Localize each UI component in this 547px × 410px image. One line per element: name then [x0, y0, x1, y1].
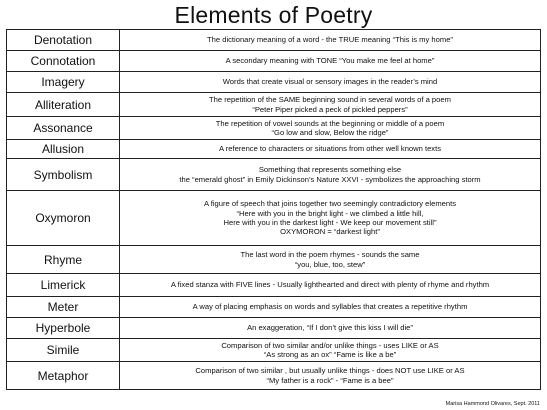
definition-cell — [120, 30, 541, 51]
table-row — [7, 297, 541, 318]
page-title: Elements of Poetry — [174, 2, 373, 28]
term-cell: Hyperbole — [7, 318, 120, 339]
table-row — [7, 362, 541, 390]
term-cell: Metaphor — [7, 362, 120, 390]
table-row — [7, 318, 541, 339]
table-row — [7, 72, 541, 93]
table-row — [7, 191, 541, 246]
definition-line: The repetition of the SAME beginning sound in several words of a poem — [209, 95, 451, 105]
definition-line: “As strong as an ox” “Fame is like a be” — [263, 350, 397, 359]
definition-line: The last word in the poem rhymes - sounds the same — [240, 250, 420, 260]
definition-line: OXYMORON = “darkest light” — [280, 227, 380, 237]
term-cell: Alliteration — [7, 93, 120, 117]
definition-line: Comparison of two similar and/or unlike things - uses LIKE or AS — [221, 340, 439, 350]
definition-line: Here with you in the darkest light - We keep our movement still” — [223, 218, 437, 227]
definition-line: A reference to characters or situations from other well known texts — [218, 144, 441, 154]
term-cell: Simile — [7, 339, 120, 362]
table-row — [7, 274, 541, 297]
definition-cell — [120, 140, 541, 159]
term-cell: Denotation — [7, 30, 120, 51]
definition-line: An exaggeration, “If I don’t give this kiss I will die” — [247, 323, 413, 333]
term-cell: Meter — [7, 297, 120, 318]
definition-cell — [120, 159, 541, 191]
definition-cell — [120, 246, 541, 274]
definition-line: “Peter Piper picked a peck of pickled peppers” — [252, 104, 408, 114]
table-row — [7, 140, 541, 159]
definition-line: A secondary meaning with TONE “You make me feel at home” — [225, 56, 435, 66]
definition-cell — [120, 339, 541, 362]
definition-line: A fixed stanza with FIVE lines - Usually lighthearted and direct with plenty of rhyme and rhythm — [170, 280, 490, 290]
definition-line: The repetition of vowel sounds at the beginning or middle of a poem — [215, 118, 445, 128]
term-cell: Limerick — [7, 274, 120, 297]
definition-cell — [120, 72, 541, 93]
definition-cell — [120, 297, 541, 318]
term-cell: Allusion — [7, 140, 120, 159]
definition-line: “Go low and slow, Below the ridge” — [271, 128, 389, 137]
definition-line: “Here with you in the bright light - we climbed a little hill, — [236, 208, 424, 218]
definition-cell — [120, 362, 541, 390]
definition-cell — [120, 117, 541, 140]
definition-cell — [120, 51, 541, 72]
term-cell: Connotation — [7, 51, 120, 72]
definition-cell — [120, 191, 541, 246]
table-row — [7, 339, 541, 362]
table-row — [7, 117, 541, 140]
terms-table — [6, 29, 541, 390]
term-cell: Oxymoron — [7, 191, 120, 246]
definition-line: A figure of speech that joins together two seemingly contradictory elements — [204, 199, 456, 209]
definition-line: “you, blue, too, stew” — [294, 259, 366, 269]
term-cell: Assonance — [7, 117, 120, 140]
definition-line: the “emerald ghost” in Emily Dickinson’s Nature XXVI - symbolizes the approaching storm — [179, 174, 481, 184]
definition-line: A way of placing emphasis on words and syllables that creates a repetitive rhythm — [192, 302, 468, 312]
table-row — [7, 159, 541, 191]
definition-cell — [120, 93, 541, 117]
definition-line: Comparison of two similar , but usually unlike things - does NOT use LIKE or AS — [195, 366, 465, 376]
definition-line: Words that create visual or sensory images in the reader’s mind — [222, 77, 438, 87]
table-row — [7, 30, 541, 51]
definition-line: Something that represents something else — [258, 165, 402, 175]
term-cell: Imagery — [7, 72, 120, 93]
definition-cell — [120, 274, 541, 297]
definition-line: “My father is a rock” - “Fame is a bee” — [266, 375, 394, 385]
term-cell: Rhyme — [7, 246, 120, 274]
definition-line: The dictionary meaning of a word - the TRUE meaning “This is my home” — [207, 35, 453, 45]
table-row — [7, 93, 541, 117]
terms-table-body — [7, 30, 541, 390]
author-credit: Marisa Hammond Olivares, Sept. 2011 — [445, 401, 540, 407]
table-row — [7, 246, 541, 274]
definition-cell — [120, 318, 541, 339]
term-cell: Symbolism — [7, 159, 120, 191]
table-row — [7, 51, 541, 72]
